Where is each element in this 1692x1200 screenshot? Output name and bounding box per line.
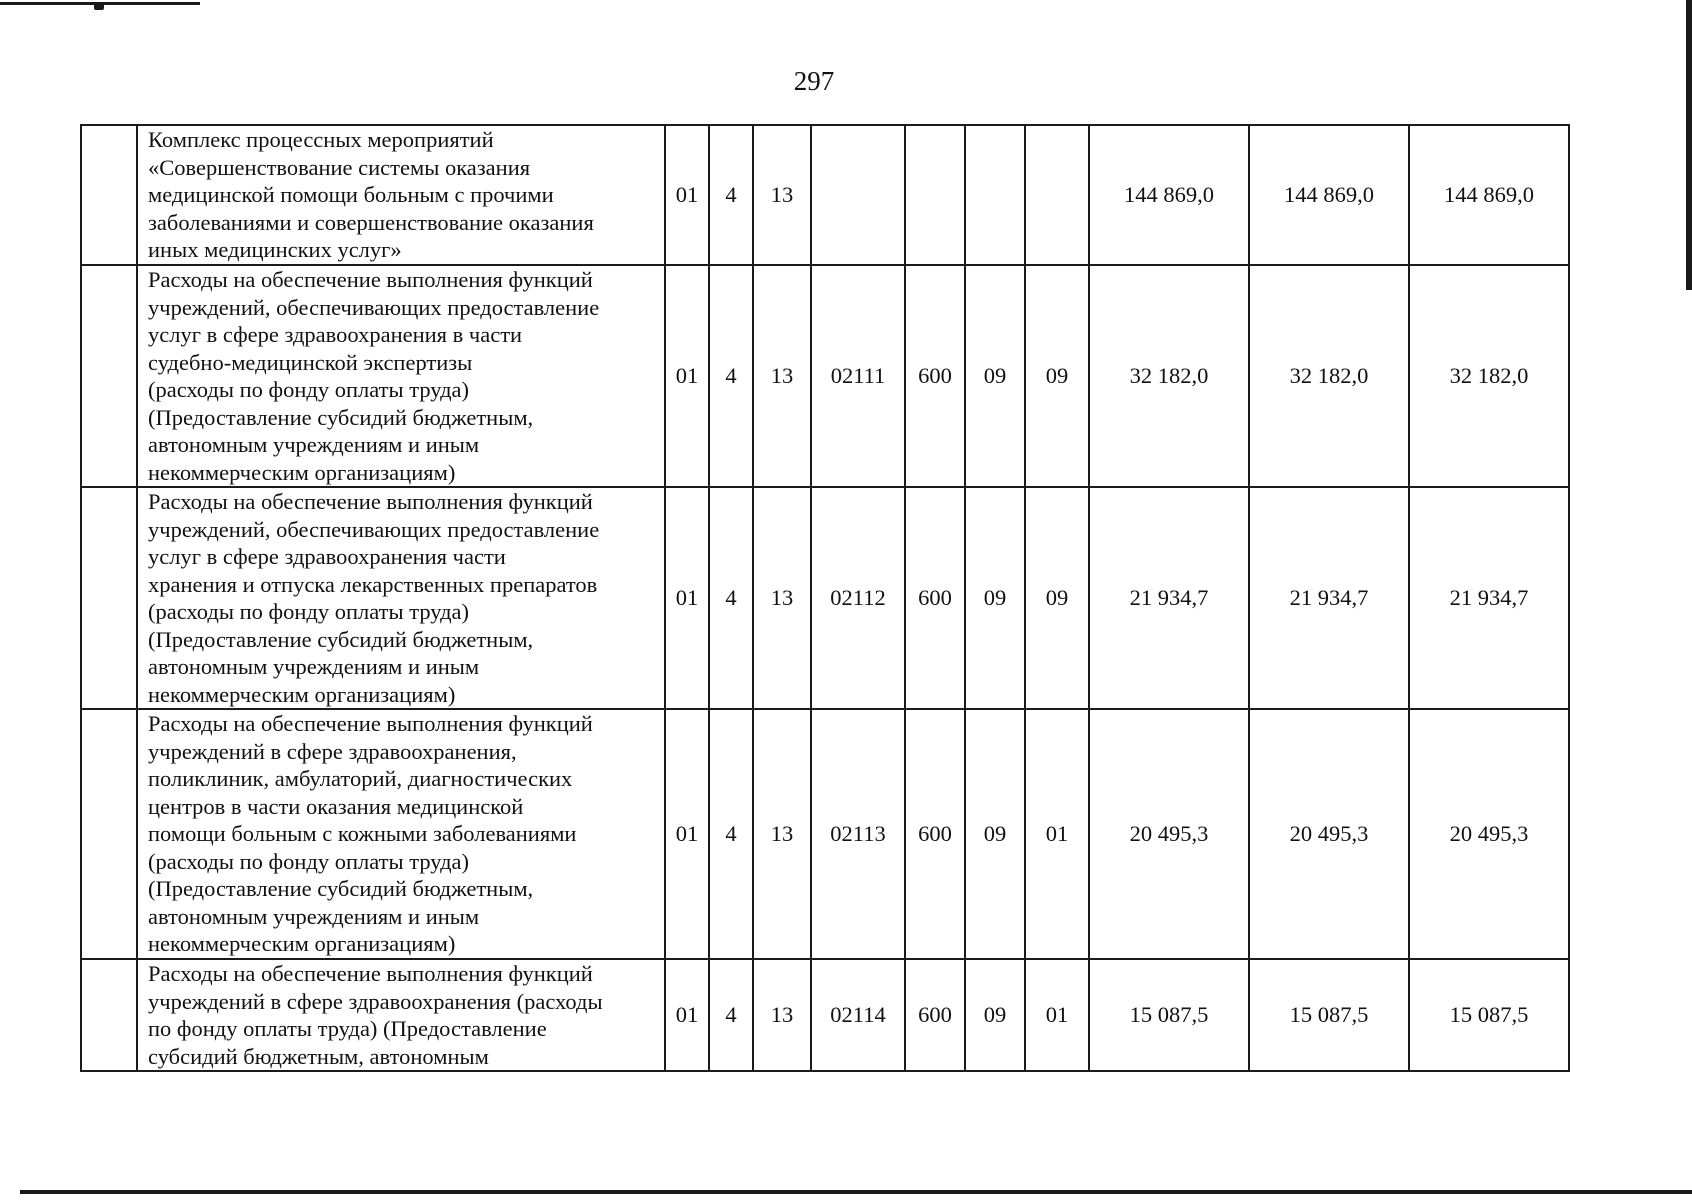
amount-cell: 20 495,3 xyxy=(1249,709,1409,959)
amount-cell: 21 934,7 xyxy=(1249,487,1409,709)
amount-cell: 15 087,5 xyxy=(1409,959,1569,1071)
code-cell: 4 xyxy=(709,709,753,959)
code-cell: 01 xyxy=(1025,959,1089,1071)
code-cell xyxy=(965,125,1025,265)
budget-table xyxy=(80,124,1570,1072)
page-number: 297 xyxy=(793,66,835,96)
code-cell: 09 xyxy=(1025,487,1089,709)
row-index-cell xyxy=(81,265,137,487)
amount-cell: 144 869,0 xyxy=(1089,125,1249,265)
row-index-cell xyxy=(81,487,137,709)
code-cell: 13 xyxy=(753,125,811,265)
bottom-edge-rule xyxy=(20,1190,1692,1194)
row-index-cell xyxy=(81,959,137,1071)
code-cell: 01 xyxy=(665,487,709,709)
code-cell: 01 xyxy=(665,125,709,265)
row-index-cell xyxy=(81,709,137,959)
code-cell xyxy=(1025,125,1089,265)
amount-cell: 15 087,5 xyxy=(1249,959,1409,1071)
amount-cell: 144 869,0 xyxy=(1409,125,1569,265)
code-cell: 13 xyxy=(753,709,811,959)
code-cell: 600 xyxy=(905,959,965,1071)
row-description xyxy=(137,709,665,959)
code-cell: 02112 xyxy=(811,487,905,709)
code-cell: 09 xyxy=(1025,265,1089,487)
row-index-cell xyxy=(81,125,137,265)
code-cell: 13 xyxy=(753,959,811,1071)
description-text: Расходы на обеспечение выполнения функций учреждений в сфере здравоохранения, поликлиник, амбулаторий, диагностических центров в части оказания медицинской помощи больным с кожными заболеваниями (расходы по фонду оплаты труда) (Предоставление субсидий бюджетным, автономным учреждениям и иным некоммерческим организациям) xyxy=(148,711,593,956)
code-cell: 02113 xyxy=(811,709,905,959)
code-cell: 09 xyxy=(965,959,1025,1071)
code-cell: 01 xyxy=(665,959,709,1071)
table-row xyxy=(81,265,1569,487)
scan-mark xyxy=(94,2,104,10)
code-cell: 4 xyxy=(709,487,753,709)
code-cell: 4 xyxy=(709,125,753,265)
code-cell: 13 xyxy=(753,487,811,709)
right-edge-rule xyxy=(1686,0,1692,290)
code-cell: 09 xyxy=(965,487,1025,709)
description-text: Расходы на обеспечение выполнения функций учреждений в сфере здравоохранения (расходы по фонду оплаты труда) (Предоставление субсидий бюджетным, автономным xyxy=(148,961,603,1069)
amount-cell: 21 934,7 xyxy=(1409,487,1569,709)
table-row xyxy=(81,709,1569,959)
amount-cell: 144 869,0 xyxy=(1249,125,1409,265)
code-cell: 01 xyxy=(665,709,709,959)
amount-cell: 32 182,0 xyxy=(1249,265,1409,487)
code-cell: 02111 xyxy=(811,265,905,487)
code-cell: 4 xyxy=(709,959,753,1071)
amount-cell: 32 182,0 xyxy=(1409,265,1569,487)
row-description xyxy=(137,125,665,265)
amount-cell: 20 495,3 xyxy=(1089,709,1249,959)
table-row xyxy=(81,125,1569,265)
code-cell: 4 xyxy=(709,265,753,487)
row-description xyxy=(137,265,665,487)
amount-cell: 21 934,7 xyxy=(1089,487,1249,709)
code-cell: 600 xyxy=(905,487,965,709)
code-cell: 13 xyxy=(753,265,811,487)
description-text: Комплекс процессных мероприятий «Совершенствование системы оказания медицинской помощи больным с прочими заболеваниями и совершенствование оказания иных медицинских услуг» xyxy=(148,127,594,262)
description-text: Расходы на обеспечение выполнения функций учреждений, обеспечивающих предоставление услуг в сфере здравоохранения в части судебно-медицинской экспертизы (расходы по фонду оплаты труда) (Предоставление субсидий бюджетным, автономным учреждениям и иным некоммерческим организациям) xyxy=(148,267,600,485)
code-cell: 02114 xyxy=(811,959,905,1071)
code-cell: 600 xyxy=(905,709,965,959)
table-row xyxy=(81,959,1569,1071)
code-cell: 09 xyxy=(965,709,1025,959)
table-row xyxy=(81,487,1569,709)
code-cell: 01 xyxy=(1025,709,1089,959)
code-cell xyxy=(811,125,905,265)
code-cell: 09 xyxy=(965,265,1025,487)
description-text: Расходы на обеспечение выполнения функций учреждений, обеспечивающих предоставление услуг в сфере здравоохранения части хранения и отпуска лекарственных препаратов (расходы по фонду оплаты труда) (Предоставление субсидий бюджетным, автономным учреждениям и иным некоммерческим организациям) xyxy=(148,489,600,707)
amount-cell: 20 495,3 xyxy=(1409,709,1569,959)
amount-cell: 15 087,5 xyxy=(1089,959,1249,1071)
code-cell: 600 xyxy=(905,265,965,487)
row-description xyxy=(137,487,665,709)
amount-cell: 32 182,0 xyxy=(1089,265,1249,487)
code-cell: 01 xyxy=(665,265,709,487)
code-cell xyxy=(905,125,965,265)
row-description xyxy=(137,959,665,1071)
